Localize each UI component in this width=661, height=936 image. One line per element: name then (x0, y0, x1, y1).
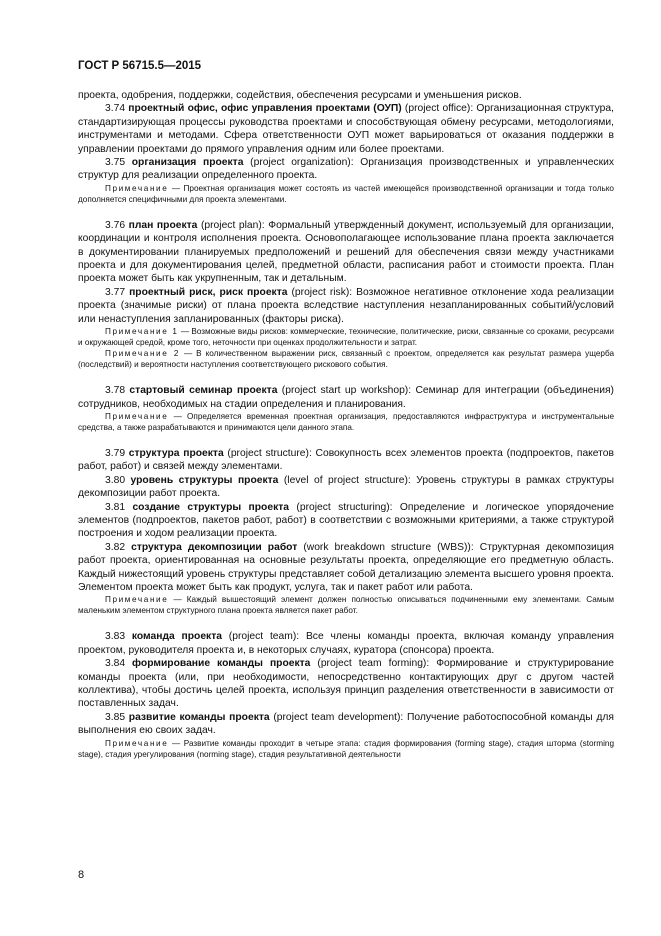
definition-term: развитие команды проекта (128, 711, 270, 723)
definition-text: (project plan): Формальный утвержденный документ, используемый для организации, координации и контроля исполнения проекта. Основополагающее использование плана проекта заключается в документировании планируемых предположений и решений для обеспечения связи между участниками проекта и для документирования целей, предметной области, расписания работ и стоимости проекта. План проекта может быть как укрупненным, так и детальным. (78, 219, 614, 285)
definition-term: проектный риск, риск проекта (129, 286, 288, 298)
definition-text: (level of project structure): Уровень структуры в рамках структуры декомпозиции работ проекта. (78, 474, 614, 500)
definition-term: организация проекта (131, 157, 244, 169)
definition-number: 3.80 (105, 474, 126, 486)
definition-term: стартовый семинар проекта (129, 385, 278, 397)
definition-number: 3.81 (105, 501, 126, 513)
note-text: — Каждый вышестоящий элемент должен полностью описываться подчиненными ему элементами. Самым маленьким элементом структурного плана проекта является пакет работ. (78, 595, 614, 616)
note-3-85 (78, 738, 614, 760)
definition-number: 3.84 (105, 658, 126, 670)
definition-term: уровень структуры проекта (130, 474, 279, 486)
note-3-75 (78, 183, 614, 205)
page-number: 8 (78, 869, 85, 881)
document-body (78, 89, 614, 760)
definition-3-77 (78, 286, 614, 326)
definition-3-78 (78, 384, 614, 411)
definition-text: (project team forming): Формирование и структурирование команды проекта (или, при необходимости, непосредственно контактирующих друг с другом частей коллектива), чтобы достичь целей проекта, используя принцип разделения ответственности в зависимости от поставленных задач. (78, 658, 614, 710)
definition-term: структура декомпозиции работ (131, 541, 298, 553)
definition-number: 3.76 (105, 219, 126, 231)
definition-term: структура проекта (128, 447, 224, 459)
definition-text: (project organization): Организация производственных и управленческих структур для реализации определенного проекта. (78, 157, 614, 182)
note-text: — Определяется временная проектная организация, предоставляются инфраструктура и инструментальные средства, а также разрабатываются и принимаются цели данного этапа. (78, 411, 614, 432)
definition-number: 3.79 (105, 447, 126, 459)
definition-number: 3.83 (105, 631, 126, 643)
definition-number: 3.75 (105, 157, 126, 169)
definition-text: (project team development): Получение работоспособной команды для выполнения ею своих задач. (78, 711, 614, 737)
definition-text: (project office): Организационная структура, стандартизирующая процессы руководства проектами и способствующая обмену ресурсами, методологиями, инструментами и методами. Сфера ответственности ОУП может варьироваться от оказания поддержки в управлении проектами до прямого управления одним или более проектами. (78, 103, 614, 155)
continued-paragraph: проекта, одобрения, поддержки, содействия, обеспечения ресурсами и уменьшения рисков. (78, 90, 522, 101)
definition-3-76 (78, 219, 614, 286)
definition-text: (project team): Все члены команды проекта, включая команду управления проектом, руководителя проекта и, в некоторых случаях, куратора (спонсора) проекта. (78, 631, 614, 656)
note-label: Примечание 1 (105, 327, 179, 337)
definition-term: формирование команды проекта (132, 658, 311, 670)
definition-number: 3.77 (105, 286, 126, 298)
definition-text: (work breakdown structure (WBS)): Структурная декомпозиция работ проекта, ориентированная на основные результаты проекта, определяющие его предметную область. Каждый нижестоящий уровень структуры представляет собой детализацию элемента высшего уровня проекта. Элементом проекта может быть как продукт, услуга, так и пакет работ или работа. (78, 541, 614, 593)
definition-3-81 (78, 501, 614, 541)
note-text: — Возможные виды рисков: коммерческие, технические, политические, риски, связанные со сроками, ресурсами и окружающей средой, кроме того, неточности при оценках продолжительности и затрат. (78, 327, 614, 348)
note-text: — В количественном выражении риск, связанный с проектом, определяется как результат размера ущерба (последствий) и вероятности наступления соответствующего рискового события. (78, 349, 614, 370)
note-text: — Развитие команды проходит в четыре этапа: стадия формирования (forming stage), стадия шторма (storming stage), стадия урегулирования (norming stage), стадия результативной деятельности (78, 738, 614, 759)
definition-3-82 (78, 541, 614, 595)
definition-3-79 (78, 447, 614, 474)
definition-text: (project structuring): Определение и логическое упорядочение элементов (подпроектов, пакетов работ, работ) в соответствии с возможными критериями, а также структурой построения и ходом реализации проекта. (78, 501, 614, 540)
definition-text: (project risk): Возможное негативное отклонение хода реализации проекта (значимые риски) от плана проекта вследствие наступления незапланированных событий/условий или ненаступления запланированных (факторы риска). (78, 286, 614, 325)
note-text: — Проектная организация может состоять из частей имеющейся производственной организации и тогда только дополняется специфичными для проекта элементами. (78, 183, 614, 204)
definition-term: план проекта (128, 219, 198, 231)
note-label: Примечание (105, 411, 169, 421)
definition-number: 3.85 (105, 711, 126, 723)
note-3-77-1 (78, 326, 614, 348)
note-label: Примечание 2 (105, 349, 181, 359)
definition-3-84 (78, 657, 614, 711)
note-3-82 (78, 594, 614, 616)
note-label: Примечание (105, 183, 169, 193)
definition-term: создание структуры проекта (132, 501, 290, 513)
definition-number: 3.78 (105, 385, 126, 397)
definition-3-74 (78, 102, 614, 156)
standard-header: ГОСТ Р 56715.5—2015 (78, 60, 202, 72)
definition-text: (project structure): Совокупность всех элементов проекта (подпроектов, пакетов работ, работ) и связей между элементами. (78, 447, 614, 473)
definition-3-75 (78, 156, 614, 183)
definition-3-85 (78, 711, 614, 738)
definition-term: команда проекта (131, 631, 222, 643)
definition-3-83 (78, 630, 614, 657)
note-3-78 (78, 411, 614, 433)
definition-text: (project start up workshop): Семинар для интеграции (объединения) сотрудников, необходимых на стадии определения и планирования. (78, 385, 614, 410)
definition-number: 3.82 (105, 541, 126, 553)
definition-3-80 (78, 474, 614, 501)
definition-term: проектный офис, офис управления проектами (ОУП) (128, 103, 402, 115)
note-label: Примечание (105, 595, 169, 605)
note-3-77-2 (78, 348, 614, 370)
note-label: Примечание (105, 738, 169, 748)
definition-number: 3.74 (105, 103, 126, 115)
